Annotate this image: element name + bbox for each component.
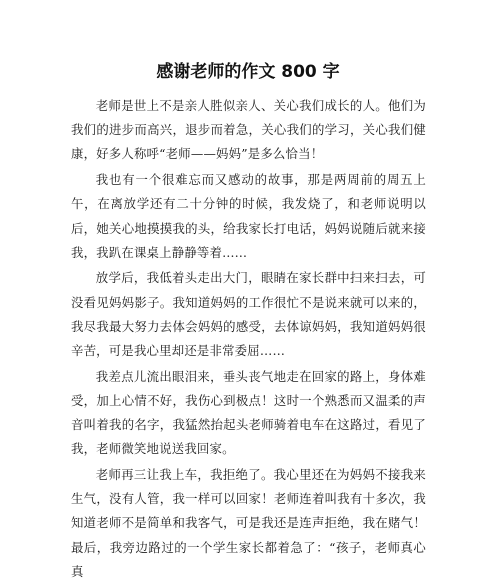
paragraph: 老师是世上不是亲人胜似亲人、关心我们成长的人。他们为我们的进步而高兴，退步而着急，关心我们的学习，关心我们健康，好多人称呼“老师——妈妈”是多么恰当！: [71, 98, 426, 162]
document-title: 感谢老师的作文 800 字: [156, 62, 340, 82]
paragraph: 我也有一个很难忘而又感动的故事，那是两周前的周五上午，在离放学还有二十分钟的时候，我发烧了，和老师说明以后，她关心地摸摸我的头，给我家长打电话，妈妈说随后就来接我，我趴在课桌上静静等着……: [71, 172, 426, 260]
paragraph: 放学后，我低着头走出大门，眼睛在家长群中扫来扫去，可没看见妈妈影子。我知道妈妈的工作很忙不是说来就可以来的，我尽我最大努力去体会妈妈的感受，去体谅妈妈，我知道妈妈很辛苦，可是我心里却还是非常委屈……: [71, 270, 426, 359]
paragraph: 我差点儿流出眼泪来，垂头丧气地走在回家的路上，身体难受，加上心情不好，我伤心到极点！这时一个熟悉而又温柔的声音叫着我的名字，我猛然抬起头老师骑着电车在这路过，看见了我，老师微笑地说送我回家。: [71, 368, 426, 457]
document-body: [71, 94, 426, 586]
paragraph: 老师再三让我上车，我拒绝了。我心里还在为妈妈不接我来生气，没有人管，我一样可以回家！老师连着叫我有十多次，我知道老师不是简单和我客气，可是我还是连声拒绝，我在赌气！最后，我旁边路过的一个学生家长都着急了：“孩子，老师真心真: [71, 467, 426, 579]
